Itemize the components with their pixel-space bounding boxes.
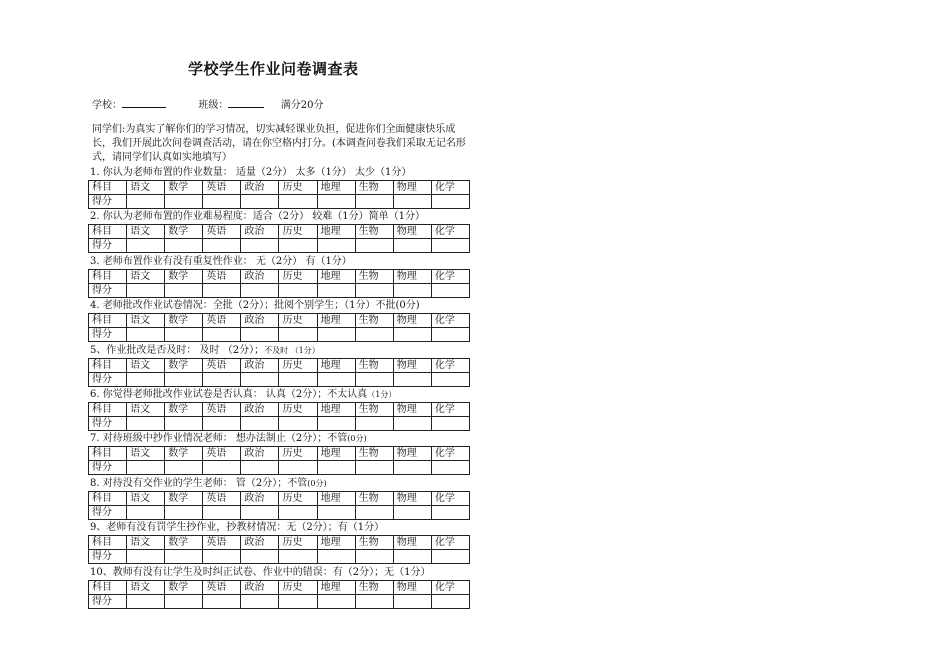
score-input-cell[interactable] [203,283,241,297]
score-input-cell[interactable] [393,283,431,297]
score-input-cell[interactable] [165,505,203,519]
score-input-cell[interactable] [203,372,241,386]
subject-cell: 数学 [165,536,203,550]
score-input-cell[interactable] [431,239,469,253]
subject-cell: 数学 [165,358,203,372]
score-input-cell[interactable] [127,328,165,342]
question-block [88,255,470,299]
subject-cell: 语文 [127,491,165,505]
score-input-cell[interactable] [355,195,393,209]
subject-cell: 语文 [127,269,165,283]
subject-cell: 数学 [165,402,203,416]
question-label: 6. 你觉得老师批改作业试卷是否认真： 认真（2分）；不太认真 [90,388,368,400]
subject-cell: 英语 [203,402,241,416]
score-input-cell[interactable] [165,594,203,608]
score-input-cell[interactable] [355,372,393,386]
question-note: 不及时 （1分） [264,345,320,355]
subject-cell: 语文 [127,447,165,461]
score-input-cell[interactable] [431,328,469,342]
score-input-cell[interactable] [165,239,203,253]
question-label: 2. 你认为老师布置的作业难易程度：适合（2分） 较难（1分）简单（1分） [90,211,425,223]
subject-cell: 数学 [165,225,203,239]
score-input-cell[interactable] [165,283,203,297]
question-block [88,210,470,254]
score-input-cell[interactable] [317,594,355,608]
score-table [88,269,470,298]
subject-cell: 英语 [203,358,241,372]
subject-cell: 历史 [279,580,317,594]
score-table [88,580,470,609]
score-input-cell[interactable] [317,283,355,297]
subject-cell: 化学 [431,358,469,372]
subject-row [89,447,470,461]
score-input-cell[interactable] [279,550,317,564]
question-block [88,432,470,476]
score-input-cell[interactable] [165,372,203,386]
subject-cell: 政治 [241,358,279,372]
subject-header: 科目 [89,269,127,283]
subject-row [89,269,470,283]
question-block [88,521,470,565]
subject-header: 科目 [89,181,127,195]
score-input-cell[interactable] [279,195,317,209]
question-note: (0分) [347,434,367,444]
subject-cell: 物理 [393,402,431,416]
subject-row [89,402,470,416]
subject-row [89,314,470,328]
subject-cell: 化学 [431,269,469,283]
subject-cell: 地理 [317,269,355,283]
info-line [92,96,323,111]
question-list [88,166,470,610]
score-input-cell[interactable] [393,239,431,253]
score-input-cell[interactable] [165,461,203,475]
subject-cell: 生物 [355,269,393,283]
question-label: 3. 老师布置作业有没有重复性作业： 无（2分） 有（1分） [90,255,352,267]
score-input-cell[interactable] [317,372,355,386]
subject-cell: 生物 [355,181,393,195]
score-input-cell[interactable] [165,195,203,209]
score-table [88,358,470,387]
subject-cell: 化学 [431,491,469,505]
score-input-cell[interactable] [317,328,355,342]
subject-cell: 物理 [393,447,431,461]
score-table [88,446,470,475]
subject-cell: 物理 [393,314,431,328]
score-row [89,505,470,519]
score-input-cell[interactable] [127,239,165,253]
score-input-cell[interactable] [317,550,355,564]
subject-cell: 政治 [241,314,279,328]
score-input-cell[interactable] [355,416,393,430]
subject-cell: 政治 [241,491,279,505]
subject-row [89,580,470,594]
subject-header: 科目 [89,580,127,594]
subject-cell: 英语 [203,580,241,594]
subject-cell: 生物 [355,358,393,372]
score-input-cell[interactable] [203,550,241,564]
score-row [89,416,470,430]
score-input-cell[interactable] [431,372,469,386]
score-table [88,491,470,520]
score-input-cell[interactable] [241,195,279,209]
question-block [88,566,470,610]
question-text [88,255,470,269]
score-input-cell[interactable] [127,550,165,564]
subject-cell: 语文 [127,402,165,416]
subject-cell: 政治 [241,447,279,461]
question-note: （1分） [367,389,397,399]
subject-cell: 语文 [127,314,165,328]
score-input-cell[interactable] [393,550,431,564]
subject-cell: 英语 [203,225,241,239]
question-text [88,344,470,358]
subject-cell: 化学 [431,314,469,328]
question-label: 7. 对待班级中抄作业情况老师： 想办法制止（2分）；不管 [90,433,348,445]
subject-cell: 地理 [317,536,355,550]
score-label: 得分 [89,461,127,475]
subject-cell: 化学 [431,580,469,594]
subject-cell: 物理 [393,580,431,594]
subject-cell: 历史 [279,181,317,195]
score-input-cell[interactable] [431,283,469,297]
subject-cell: 政治 [241,225,279,239]
subject-row [89,225,470,239]
score-table [88,224,470,253]
score-input-cell[interactable] [317,461,355,475]
subject-header: 科目 [89,314,127,328]
subject-cell: 英语 [203,314,241,328]
score-input-cell[interactable] [165,328,203,342]
subject-header: 科目 [89,358,127,372]
subject-header: 科目 [89,536,127,550]
subject-cell: 历史 [279,491,317,505]
subject-cell: 历史 [279,402,317,416]
score-input-cell[interactable] [279,372,317,386]
score-input-cell[interactable] [317,239,355,253]
score-input-cell[interactable] [241,328,279,342]
score-table [88,180,470,209]
question-label: 10、教师有没有让学生及时纠正试卷、作业中的错误：有（2分）；无（1分） [90,566,431,578]
score-input-cell[interactable] [241,594,279,608]
score-label: 得分 [89,195,127,209]
subject-cell: 化学 [431,402,469,416]
school-blank[interactable] [122,96,166,108]
subject-row [89,181,470,195]
subject-cell: 化学 [431,536,469,550]
score-input-cell[interactable] [317,195,355,209]
subject-cell: 数学 [165,269,203,283]
score-input-cell[interactable] [279,461,317,475]
subject-cell: 物理 [393,269,431,283]
subject-cell: 物理 [393,358,431,372]
subject-header: 科目 [89,225,127,239]
subject-cell: 历史 [279,536,317,550]
school-label: 学校： [92,100,122,111]
subject-cell: 地理 [317,181,355,195]
subject-cell: 地理 [317,447,355,461]
score-label: 得分 [89,550,127,564]
score-input-cell[interactable] [241,283,279,297]
score-table [88,313,470,342]
score-input-cell[interactable] [127,505,165,519]
question-label: 1. 你认为老师布置的作业数量： 适量（2分） 太多（1分） 太少（1分） [90,167,412,178]
score-input-cell[interactable] [279,505,317,519]
score-input-cell[interactable] [355,594,393,608]
subject-cell: 政治 [241,181,279,195]
score-input-cell[interactable] [317,416,355,430]
score-input-cell[interactable] [127,461,165,475]
score-input-cell[interactable] [317,505,355,519]
subject-cell: 物理 [393,225,431,239]
subject-row [89,491,470,505]
subject-cell: 物理 [393,181,431,195]
subject-header: 科目 [89,491,127,505]
subject-cell: 数学 [165,314,203,328]
score-input-cell[interactable] [127,372,165,386]
score-input-cell[interactable] [127,416,165,430]
subject-cell: 物理 [393,491,431,505]
score-label: 得分 [89,328,127,342]
score-label: 得分 [89,416,127,430]
question-label: 4. 老师批改作业试卷情况：全批（2分）；批阅个别学生；（1分）不批(0分) [90,300,420,312]
question-block [88,388,470,432]
subject-cell: 地理 [317,225,355,239]
question-note: (0分) [307,478,327,488]
score-row [89,283,470,297]
score-input-cell[interactable] [355,461,393,475]
question-text [88,388,470,402]
question-text [88,210,470,224]
score-input-cell[interactable] [279,328,317,342]
score-input-cell[interactable] [127,195,165,209]
score-input-cell[interactable] [279,416,317,430]
score-input-cell[interactable] [127,283,165,297]
subject-cell: 英语 [203,536,241,550]
subject-cell: 历史 [279,269,317,283]
question-label: 5、作业批改是否及时： 及时 （2分）； [90,344,265,356]
subject-cell: 数学 [165,447,203,461]
question-label: 8. 对待没有交作业的学生老师： 管（2分）；不管 [90,477,308,489]
subject-cell: 政治 [241,402,279,416]
score-input-cell[interactable] [355,505,393,519]
score-input-cell[interactable] [241,505,279,519]
score-input-cell[interactable] [203,461,241,475]
question-text [88,521,470,535]
subject-cell: 历史 [279,314,317,328]
intro-paragraph: 同学们:为真实了解你们的学习情况，切实减轻课业负担，促进你们全面健康快乐成长，我们开展此次问卷调查活动，请在你空格内打分。(本调查问卷我们采取无记名形式，请同学们认真如实地填写） [92,124,466,163]
subject-cell: 语文 [127,358,165,372]
question-block [88,344,470,388]
score-input-cell[interactable] [279,239,317,253]
score-label: 得分 [89,594,127,608]
score-row [89,372,470,386]
score-input-cell[interactable] [431,505,469,519]
subject-cell: 数学 [165,491,203,505]
score-input-cell[interactable] [241,239,279,253]
score-table [88,402,470,431]
subject-cell: 语文 [127,225,165,239]
score-input-cell[interactable] [431,416,469,430]
question-label: 9、老师有没有罚学生抄作业，抄教材情况：无（2分）；有（1分） [90,522,385,534]
score-input-cell[interactable] [241,416,279,430]
score-table [88,535,470,564]
score-input-cell[interactable] [393,505,431,519]
subject-cell: 历史 [279,225,317,239]
score-input-cell[interactable] [355,328,393,342]
subject-cell: 化学 [431,447,469,461]
subject-cell: 历史 [279,358,317,372]
score-input-cell[interactable] [241,461,279,475]
score-row [89,594,470,608]
subject-row [89,358,470,372]
subject-cell: 地理 [317,491,355,505]
subject-cell: 生物 [355,402,393,416]
subject-cell: 语文 [127,181,165,195]
subject-cell: 生物 [355,536,393,550]
score-input-cell[interactable] [431,461,469,475]
subject-cell: 生物 [355,225,393,239]
score-input-cell[interactable] [393,416,431,430]
subject-cell: 历史 [279,447,317,461]
score-input-cell[interactable] [203,594,241,608]
score-input-cell[interactable] [165,550,203,564]
score-row [89,195,470,209]
subject-row [89,536,470,550]
question-text [88,166,470,180]
score-input-cell[interactable] [203,505,241,519]
question-text [88,432,470,446]
score-input-cell[interactable] [203,239,241,253]
subject-cell: 政治 [241,536,279,550]
score-input-cell[interactable] [431,195,469,209]
score-input-cell[interactable] [355,550,393,564]
subject-cell: 英语 [203,181,241,195]
subject-cell: 化学 [431,181,469,195]
subject-cell: 数学 [165,580,203,594]
score-input-cell[interactable] [241,550,279,564]
score-input-cell[interactable] [203,328,241,342]
subject-cell: 政治 [241,580,279,594]
score-input-cell[interactable] [355,239,393,253]
score-input-cell[interactable] [355,283,393,297]
subject-cell: 生物 [355,491,393,505]
score-input-cell[interactable] [203,416,241,430]
score-input-cell[interactable] [165,416,203,430]
question-block [88,166,470,210]
subject-cell: 语文 [127,536,165,550]
subject-cell: 地理 [317,314,355,328]
question-text [88,477,470,491]
score-label: 得分 [89,283,127,297]
question-block [88,477,470,521]
subject-cell: 物理 [393,536,431,550]
score-input-cell[interactable] [241,372,279,386]
question-text [88,566,470,580]
score-input-cell[interactable] [203,195,241,209]
score-input-cell[interactable] [393,372,431,386]
subject-cell: 地理 [317,580,355,594]
subject-cell: 生物 [355,314,393,328]
subject-cell: 地理 [317,358,355,372]
score-input-cell[interactable] [393,594,431,608]
score-label: 得分 [89,372,127,386]
subject-cell: 数学 [165,181,203,195]
score-input-cell[interactable] [279,594,317,608]
score-row [89,550,470,564]
subject-cell: 生物 [355,447,393,461]
score-input-cell[interactable] [431,594,469,608]
subject-cell: 英语 [203,447,241,461]
subject-cell: 生物 [355,580,393,594]
score-input-cell[interactable] [279,283,317,297]
subject-header: 科目 [89,447,127,461]
score-input-cell[interactable] [127,594,165,608]
subject-cell: 英语 [203,491,241,505]
class-blank[interactable] [228,96,264,108]
score-row [89,461,470,475]
subject-header: 科目 [89,402,127,416]
question-block [88,299,470,343]
score-total: 满分20分 [280,100,324,111]
score-input-cell[interactable] [431,550,469,564]
class-label: 班级： [198,100,229,111]
score-label: 得分 [89,239,127,253]
score-row [89,328,470,342]
score-row [89,239,470,253]
subject-cell: 英语 [203,269,241,283]
page-title: 学校学生作业问卷调查表 [188,60,359,78]
score-input-cell[interactable] [393,461,431,475]
subject-cell: 化学 [431,225,469,239]
question-text [88,299,470,313]
score-input-cell[interactable] [393,328,431,342]
score-label: 得分 [89,505,127,519]
score-input-cell[interactable] [393,195,431,209]
subject-cell: 地理 [317,402,355,416]
subject-cell: 语文 [127,580,165,594]
subject-cell: 政治 [241,269,279,283]
